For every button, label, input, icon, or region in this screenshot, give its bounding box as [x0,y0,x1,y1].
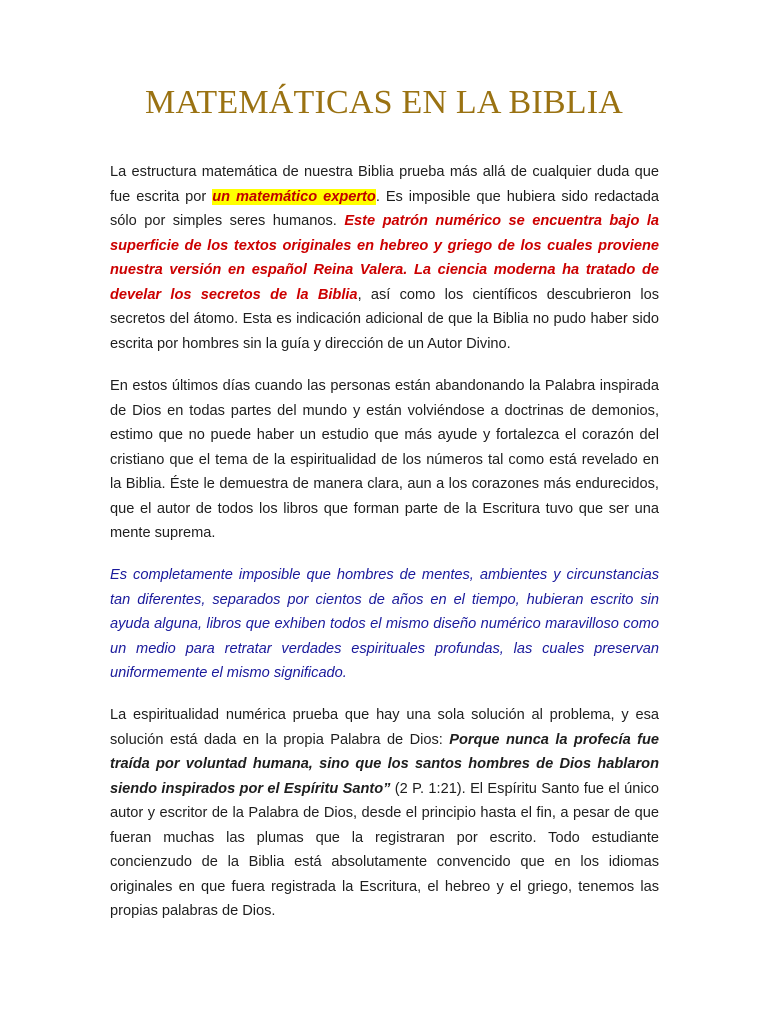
highlighted-phrase: un matemático experto [212,188,376,205]
paragraph-second: En estos últimos días cuando las personas están abandonando la Palabra inspirada de Dios en todas partes del mundo y están volviéndose a doctrinas de demonios, estimo que no puede haber un estudio que más ayude y fortalezca el corazón del cristiano que el tema de la espiritualidad de los números tal como está revelado en la Biblia. Éste le demuestra de manera clara, aun a los corazones más endurecidos, que el autor de todos los libros que forman parte de la Escritura tuvo que ser una mente suprema. [110,378,659,541]
paragraph-intro-text-1: La estructura matemática de nuestra Biblia prueba más allá de cualquier duda que fue escrita por [110,164,659,205]
page-title: MATEMÁTICAS EN LA BIBLIA [145,84,623,121]
emphasized-red-passage: Este patrón numérico se encuentra bajo la superficie de los textos originales en hebreo y griego de los cuales proviene nuestra versión en español Reina Valera. La ciencia moderna ha tratado de develar los secretos de la Biblia [110,213,660,303]
scripture-quote: Porque nunca la profecía fue traída por voluntad humana, sino que los santos hombres de Dios hablaron siendo inspirados por el Espíritu Santo” [110,731,659,797]
paragraph-fourth-text-1: La espiritualidad numérica prueba que hay una sola solución al problema, y esa solución está dada en la propia Palabra de Dios: [110,707,659,748]
paragraph-fourth [110,703,659,924]
paragraph-fourth-text-2: (2 P. 1:21). El Espíritu Santo fue el único autor y escritor de la Palabra de Dios, desde el principio hasta el fin, a pesar de que fueran muchas las plumas que la registraran por escrito. Todo estudiante concienzudo de la Biblia está absolutamente convencido que en los idiomas originales en que fuera registrada la Escritura, el hebreo y el griego, tenemos las propias palabras de Dios. [110,780,659,919]
paragraph-intro-text-3: , así como los científicos descubrieron los secretos del átomo. Esta es indicación adicional de que la Biblia no pudo haber sido escrita por hombres sin la guía y dirección de un Autor Divino. [110,286,659,352]
paragraph-intro [110,160,659,356]
paragraph-italic-blue: Es completamente imposible que hombres de mentes, ambientes y circunstancias tan diferentes, separados por cientos de años en el tiempo, hubieran escrito sin ayuda alguna, libros que exhiben todos el mismo diseño numérico maravilloso como un medio para retratar verdades espirituales profundas, las cuales preservan uniformemente el mismo significado. [110,567,659,681]
paragraph-intro-text-2: . Es imposible que hubiera sido redactada sólo por simples seres humanos. [110,188,659,229]
